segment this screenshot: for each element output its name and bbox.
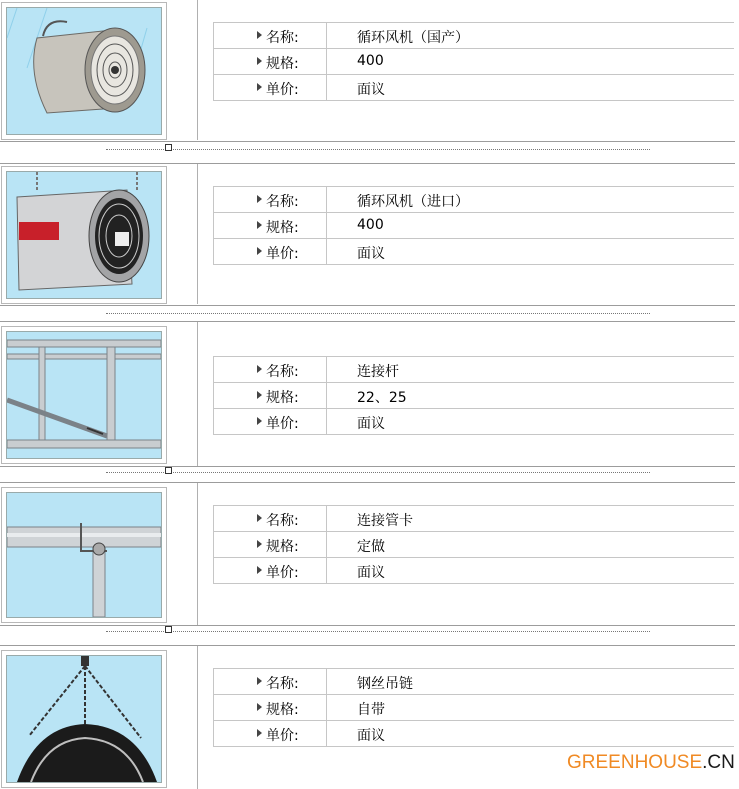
product-spec: 400 [357, 217, 384, 233]
product-thumbnail-frame [1, 2, 167, 140]
arrow-right-icon [257, 566, 262, 574]
wire-hanging-chain-photo[interactable] [6, 655, 162, 783]
label-spec: 规格: [266, 390, 299, 406]
arrow-right-icon [257, 57, 262, 65]
product-thumbnail-frame [1, 326, 167, 464]
label-spec: 规格: [266, 56, 299, 72]
spec-table [213, 356, 734, 435]
arrow-right-icon [257, 391, 262, 399]
product-price: 面议 [357, 246, 385, 262]
dotted-separator [106, 472, 650, 473]
arrow-right-icon [257, 31, 262, 39]
label-spec: 规格: [266, 539, 299, 555]
clamp-image-icon [7, 493, 161, 617]
spec-table [213, 22, 734, 101]
section-divider [0, 321, 735, 322]
product-name: 钢丝吊链 [357, 676, 413, 692]
product-name: 循环风机（国产） [357, 30, 469, 46]
column-divider [197, 646, 198, 789]
spec-row-spec [214, 695, 734, 721]
arrow-right-icon [257, 703, 262, 711]
spec-row-spec [214, 213, 734, 239]
column-divider [197, 322, 198, 466]
fan-image-icon [7, 172, 161, 298]
spec-row-spec [214, 532, 734, 558]
spec-row-name [214, 187, 734, 213]
product-name: 连接杆 [357, 364, 399, 380]
product-thumbnail-frame [1, 166, 167, 304]
product-thumbnail-frame [1, 650, 167, 788]
product-name: 循环风机（进口） [357, 194, 469, 210]
arrow-right-icon [257, 729, 262, 737]
column-divider [197, 0, 198, 140]
product-price: 面议 [357, 416, 385, 432]
spec-row-name [214, 669, 734, 695]
product-spec: 400 [357, 53, 384, 69]
spec-row-price [214, 75, 734, 101]
column-divider [197, 164, 198, 304]
product-spec: 自带 [357, 702, 385, 718]
product-name: 连接管卡 [357, 513, 413, 529]
section-divider [0, 163, 735, 164]
spec-row-name [214, 23, 734, 49]
label-price: 单价: [266, 565, 299, 581]
label-spec: 规格: [266, 702, 299, 718]
connecting-rod-photo[interactable] [6, 331, 162, 459]
label-name: 名称: [266, 194, 299, 210]
spec-row-spec [214, 49, 734, 75]
label-name: 名称: [266, 513, 299, 529]
label-price: 单价: [266, 728, 299, 744]
logo-suffix: .CN [702, 752, 735, 773]
spec-row-spec [214, 383, 734, 409]
product-spec: 22、25 [357, 390, 407, 406]
separator-square-icon [165, 144, 172, 151]
pipe-clamp-photo[interactable] [6, 492, 162, 618]
spec-table [213, 668, 734, 747]
arrow-right-icon [257, 83, 262, 91]
separator-square-icon [165, 626, 172, 633]
section-divider [0, 305, 735, 306]
rod-image-icon [7, 332, 161, 458]
spec-row-price [214, 558, 734, 584]
site-logo[interactable] [567, 752, 735, 774]
dotted-separator [106, 149, 650, 150]
dotted-separator [106, 313, 650, 314]
product-price: 面议 [357, 82, 385, 98]
product-spec: 定做 [357, 539, 385, 555]
section-divider [0, 625, 735, 626]
arrow-right-icon [257, 540, 262, 548]
logo-brand: GREENHOUSE [567, 752, 703, 773]
spec-row-name [214, 506, 734, 532]
spec-table [213, 186, 734, 265]
label-spec: 规格: [266, 220, 299, 236]
separator-square-icon [165, 467, 172, 474]
spec-row-price [214, 721, 734, 747]
product-thumbnail-frame [1, 487, 167, 623]
arrow-right-icon [257, 221, 262, 229]
spec-row-price [214, 239, 734, 265]
product-price: 面议 [357, 565, 385, 581]
section-divider [0, 141, 735, 142]
dotted-separator [106, 631, 650, 632]
arrow-right-icon [257, 514, 262, 522]
label-price: 单价: [266, 246, 299, 262]
imported-circulation-fan-photo[interactable] [6, 171, 162, 299]
product-price: 面议 [357, 728, 385, 744]
section-divider [0, 466, 735, 467]
arrow-right-icon [257, 247, 262, 255]
label-name: 名称: [266, 676, 299, 692]
arrow-right-icon [257, 195, 262, 203]
column-divider [197, 483, 198, 625]
label-price: 单价: [266, 416, 299, 432]
chain-image-icon [7, 656, 161, 782]
arrow-right-icon [257, 365, 262, 373]
arrow-right-icon [257, 677, 262, 685]
spec-row-price [214, 409, 734, 435]
section-divider [0, 645, 735, 646]
label-name: 名称: [266, 30, 299, 46]
arrow-right-icon [257, 417, 262, 425]
label-name: 名称: [266, 364, 299, 380]
domestic-circulation-fan-photo[interactable] [6, 7, 162, 135]
spec-row-name [214, 357, 734, 383]
spec-table [213, 505, 734, 584]
section-divider [0, 482, 735, 483]
label-price: 单价: [266, 82, 299, 98]
fan-image-icon [7, 8, 161, 134]
